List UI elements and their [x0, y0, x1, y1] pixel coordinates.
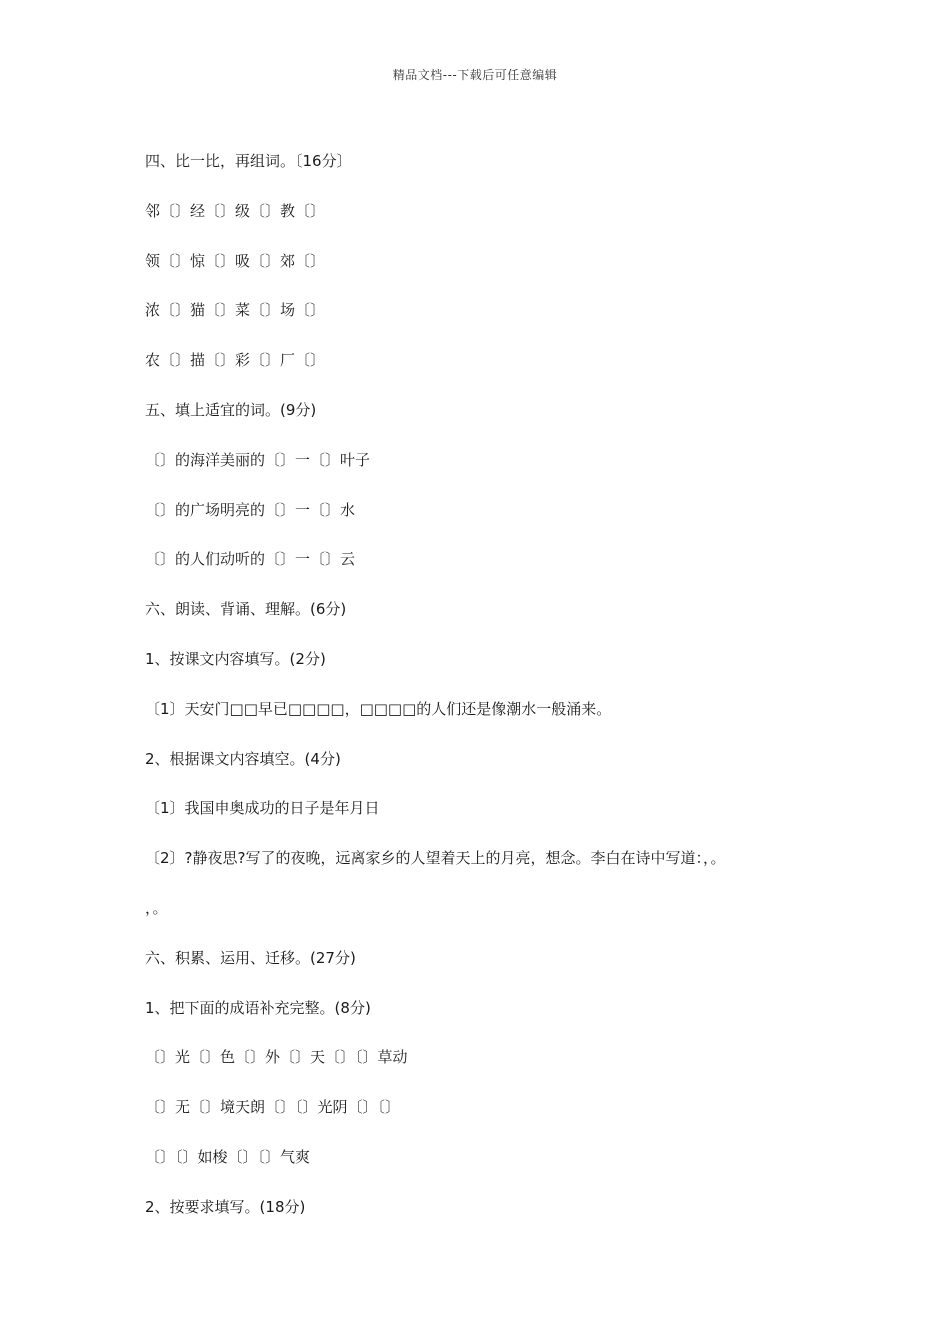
- question-line: 〔1〕我国申奥成功的日子是年月日: [145, 799, 380, 818]
- sub-question-heading: 2、根据课文内容填空。(4分): [145, 749, 341, 768]
- question-line: ，。: [145, 898, 168, 917]
- question-line: 〔〕的海洋美丽的〔〕一〔〕叶子: [145, 450, 371, 469]
- sub-question-heading: 1、把下面的成语补充完整。(8分): [145, 998, 371, 1017]
- section-heading: 六、朗读、背诵、理解。(6分): [145, 600, 347, 619]
- question-line: 〔〕的广场明亮的〔〕一〔〕水: [145, 500, 356, 519]
- question-line: 浓〔〕猫〔〕菜〔〕场〔〕: [145, 301, 326, 320]
- question-line: 〔〕〔〕如梭〔〕〔〕气爽: [145, 1147, 311, 1166]
- question-line: 农〔〕描〔〕彩〔〕厂〔〕: [145, 351, 326, 370]
- sub-question-heading: 2、按要求填写。(18分): [145, 1197, 306, 1216]
- question-line: 〔〕的人们动听的〔〕一〔〕云: [145, 550, 356, 569]
- section-heading: 五、填上适宜的词。(9分): [145, 400, 317, 419]
- question-line: 〔〕无〔〕境天朗〔〕〔〕光阴〔〕〔〕: [145, 1098, 401, 1117]
- question-line: 领〔〕惊〔〕吸〔〕郊〔〕: [145, 251, 326, 270]
- sub-question-heading: 1、按课文内容填写。(2分): [145, 649, 326, 668]
- question-line: 邻〔〕经〔〕级〔〕教〔〕: [145, 201, 326, 220]
- question-line: 〔〕光〔〕色〔〕外〔〕天〔〕〔〕草动: [145, 1048, 408, 1067]
- page-header: 精品文档---下载后可任意编辑: [392, 68, 558, 82]
- document-body: [145, 146, 845, 1242]
- question-line: 〔1〕天安门□□早已□□□□，□□□□的人们还是像潮水一般涌来。: [145, 699, 612, 718]
- section-heading: 六、积累、运用、迁移。(27分): [145, 948, 356, 967]
- section-heading: 四、比一比，再组词。〔16分〕: [145, 152, 352, 170]
- question-line: 〔2〕?静夜思?写了的夜晚，远离家乡的人望着天上的月亮，想念。李白在诗中写道：，。: [145, 849, 726, 868]
